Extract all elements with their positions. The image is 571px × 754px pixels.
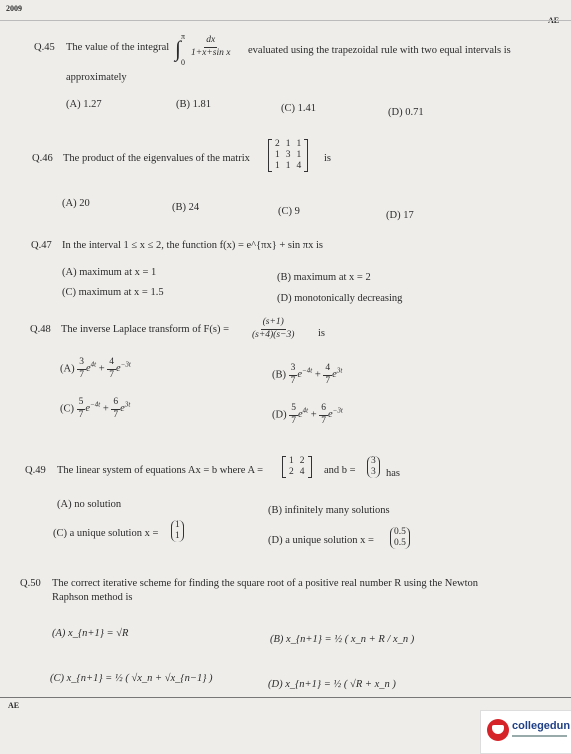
q49-option-d-vector: 0.5 0.5 <box>390 527 410 549</box>
q46-matrix-cell: 1 <box>285 161 291 171</box>
brand-logo <box>480 710 571 754</box>
q48-fraction <box>250 318 296 340</box>
q49-option-b: (B) infinitely many solutions <box>268 505 390 516</box>
exponent: −3t <box>120 360 131 369</box>
fraction <box>323 364 332 386</box>
exponent: 4t <box>90 360 97 369</box>
q46-matrix-cell: 1 <box>296 139 302 149</box>
fraction-numerator: 3 <box>77 358 86 370</box>
q46-option-c: (C) 9 <box>278 206 300 217</box>
exponent: −3t <box>332 406 343 415</box>
q48-numerator: (s+1) <box>261 318 286 330</box>
q46-matrix-cell: 1 <box>275 150 280 160</box>
q49-option-c-vector: 1 1 <box>171 520 184 542</box>
fraction-denominator: 7 <box>291 415 296 426</box>
q50-option-b: (B) x_{n+1} = ½ ( x_n + R / x_n ) <box>270 634 415 645</box>
q49-has: has <box>386 468 400 479</box>
exponent: 3t <box>336 366 343 375</box>
q46-matrix-cell: 4 <box>296 161 302 171</box>
q46-option-a: (A) 20 <box>62 198 90 209</box>
fraction-denominator: 7 <box>78 409 84 420</box>
q50-line1: The correct iterative scheme for finding the square root of a positive real number R using the Newton <box>52 578 478 589</box>
q49-option-c: (C) a unique solution x = <box>53 528 159 539</box>
q48-option-c <box>60 398 130 420</box>
fraction-numerator: 5 <box>289 404 298 416</box>
plus-sign: + <box>100 403 112 415</box>
q45-option-a: (A) 1.27 <box>66 99 102 110</box>
q45-text: The value of the integral <box>66 42 170 53</box>
exponential-term: $e^{-4t}$ <box>85 400 101 415</box>
option-label: (D) <box>272 409 290 421</box>
q45-integrand <box>189 36 232 58</box>
fraction-denominator: 7 <box>109 369 114 380</box>
brand-name: collegedun <box>512 720 571 732</box>
fraction <box>107 358 116 380</box>
plus-sign: + <box>308 409 320 421</box>
q45-lower-limit: 0 <box>181 58 185 67</box>
brand-tagline-bar <box>512 735 567 737</box>
q45-option-d: (D) 0.71 <box>388 107 424 118</box>
q49-and-b: and b = <box>324 465 356 476</box>
exponential-term: $e^{3t}$ <box>120 400 131 415</box>
q48-option-d <box>272 404 343 426</box>
exponent: 3t <box>124 400 131 409</box>
q45-text-post: evaluated using the trapezoidal rule with two equal intervals is <box>248 45 511 56</box>
q50-option-d: (D) x_{n+1} = ½ ( √R + x_n ) <box>268 679 396 690</box>
q45-integrand-num: dx <box>204 36 217 48</box>
q47-option-c: (C) maximum at x = 1.5 <box>62 287 164 298</box>
q49-text: The linear system of equations Ax = b where A = <box>57 465 264 476</box>
q48-option-b <box>272 364 342 386</box>
fraction-denominator: 7 <box>113 409 119 420</box>
fraction-numerator: 4 <box>107 358 116 370</box>
q45-integrand-den: 1+x+sin x <box>191 47 231 58</box>
fraction-denominator: 7 <box>79 369 84 380</box>
q46-text: The product of the eigenvalues of the matrix <box>63 153 250 164</box>
q47-option-b: (B) maximum at x = 2 <box>277 272 371 283</box>
fraction-numerator: 3 <box>289 364 298 376</box>
q49-matrix <box>282 456 312 478</box>
q48-number: Q.48 <box>30 324 51 335</box>
q50-option-c: (C) x_{n+1} = ½ ( √x_n + √x_{n−1} ) <box>50 673 213 684</box>
q47-text: In the interval 1 ≤ x ≤ 2, the function f(x) = e^{πx} + sin πx is <box>62 240 323 251</box>
q49-matrix-cell: 4 <box>299 467 305 477</box>
q50-number: Q.50 <box>20 578 41 589</box>
q49-matrix-cell: 2 <box>299 456 305 466</box>
q46-matrix-cell: 3 <box>285 150 291 160</box>
q46-option-b: (B) 24 <box>172 202 200 213</box>
footer-rule <box>0 697 571 698</box>
graduation-cap-icon <box>487 719 509 741</box>
exam-year: 2009 <box>6 4 22 13</box>
fraction-numerator: 5 <box>77 398 86 410</box>
q50-option-a: (A) x_{n+1} = √R <box>52 628 129 639</box>
q46-matrix-cell: 1 <box>296 150 302 160</box>
exponential-term: $e^{-4t}$ <box>297 366 313 381</box>
q45-text-cont: approximately <box>66 72 127 83</box>
option-label: (B) <box>272 369 289 381</box>
fraction-denominator: 7 <box>325 375 331 386</box>
q49-matrix-cell: 1 <box>289 456 294 466</box>
q46-is: is <box>324 153 332 164</box>
q49-number: Q.49 <box>25 465 46 476</box>
q49-option-d: (D) a unique solution x = <box>268 535 374 546</box>
exponent: −4t <box>90 400 101 409</box>
q48-denominator: (s+4)(s−3) <box>252 329 295 340</box>
q46-option-d: (D) 17 <box>386 210 414 221</box>
exponent: 4t <box>302 406 309 415</box>
q46-number: Q.46 <box>32 153 53 164</box>
option-label: (C) <box>60 403 77 415</box>
exponential-term: $e^{-3t}$ <box>116 360 131 375</box>
q48-text: The inverse Laplace transform of F(s) = <box>61 324 230 335</box>
q45-number: Q.45 <box>34 42 55 53</box>
fraction <box>319 404 328 426</box>
fraction-denominator: 7 <box>321 415 326 426</box>
q45-option-b: (B) 1.81 <box>176 99 211 110</box>
fraction-numerator: 6 <box>111 398 120 410</box>
plus-sign: + <box>96 363 108 375</box>
fraction <box>289 404 298 426</box>
q48-option-a <box>60 358 131 380</box>
q49-option-a: (A) no solution <box>57 499 122 510</box>
q46-matrix <box>268 139 308 172</box>
exponential-term: $e^{4t}$ <box>297 406 309 421</box>
q49-b-vector: 3 3 <box>367 456 380 478</box>
option-label: (A) <box>60 363 78 375</box>
integral-sign: ∫ <box>175 36 182 61</box>
header-rule <box>0 20 571 21</box>
q46-matrix-cell: 1 <box>285 139 291 149</box>
exponent: −4t <box>302 366 313 375</box>
q47-number: Q.47 <box>31 240 52 251</box>
fraction <box>111 398 120 420</box>
q46-matrix-cell: 2 <box>275 139 280 149</box>
fraction-numerator: 6 <box>319 404 328 416</box>
fraction <box>77 358 86 380</box>
q47-option-a: (A) maximum at x = 1 <box>62 267 157 278</box>
q47-option-d: (D) monotonically decreasing <box>277 293 403 304</box>
q45-option-c: (C) 1.41 <box>281 103 316 114</box>
q50-line2: Raphson method is <box>52 592 133 603</box>
fraction-denominator: 7 <box>290 375 296 386</box>
plus-sign: + <box>312 369 324 381</box>
exponential-term: $e^{3t}$ <box>332 366 343 381</box>
exponential-term: $e^{4t}$ <box>85 360 97 375</box>
footer-code: AE <box>8 701 20 710</box>
exponential-term: $e^{-3t}$ <box>328 406 343 421</box>
fraction-numerator: 4 <box>323 364 332 376</box>
q45-upper-limit: π <box>181 32 186 41</box>
q48-is: is <box>318 328 326 339</box>
q49-matrix-cell: 2 <box>289 467 294 477</box>
q46-matrix-cell: 1 <box>275 161 280 171</box>
